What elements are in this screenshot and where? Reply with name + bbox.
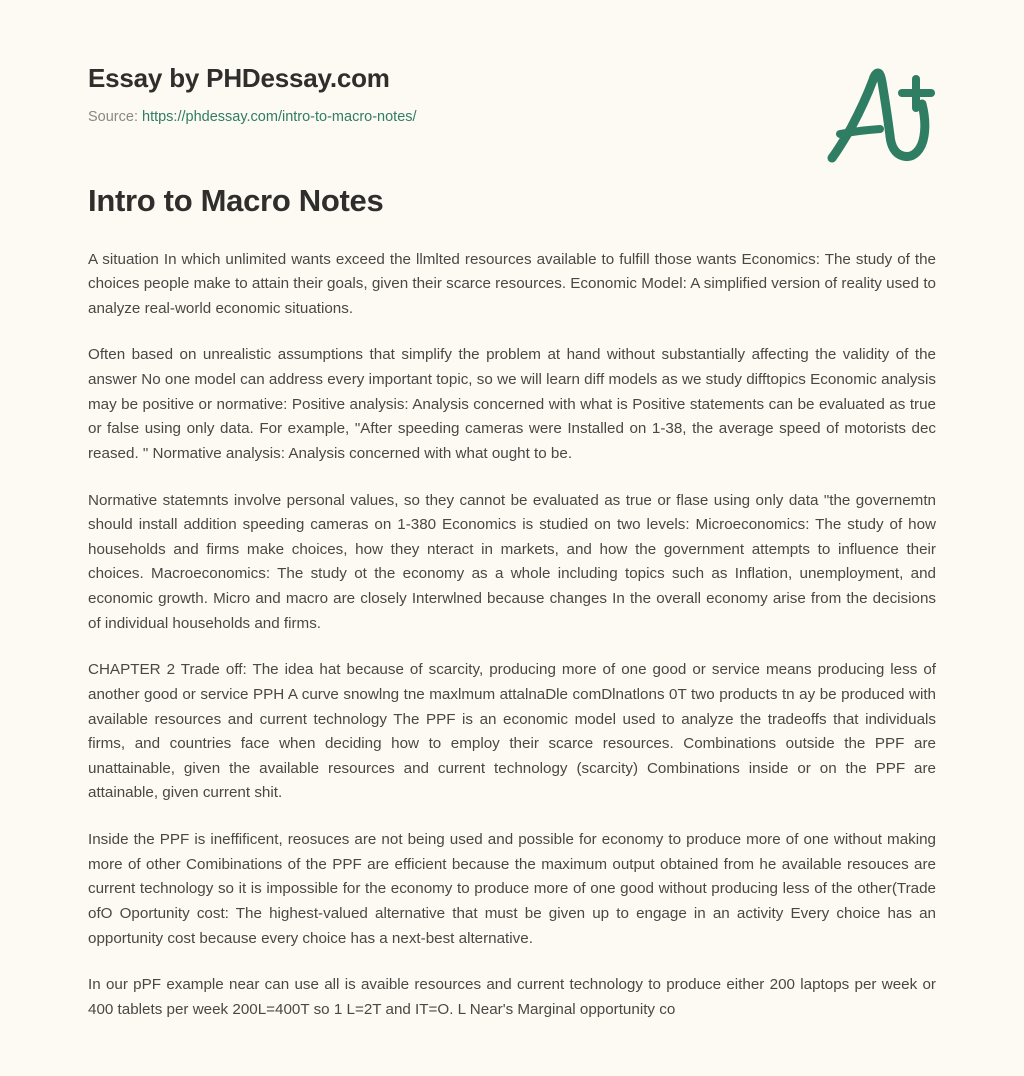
paragraph: A situation In which unlimited wants exceed the llmlted resources available to fulfill those wants Economics: The study of the choices people make to attain their goals, given their scarce resources. Economic Model: A simplified version of reality used to analyze real-world economic situations.: [88, 250, 936, 317]
source-label: Source:: [88, 108, 142, 125]
paragraph: Inside the PPF is ineffificent, reosuces are not being used and possible for economy to produce more of one without making more of other Comibinations of the PPF are efficient because the maximum output obtained from he available resouces are current technology so it is impossible for the economy to produce more of one good without producing less of the other(Trade ofO Oportunity cost: The highest-valued alternative that must be given up to engage in an activity Every choice has an opportunity cost because every choice has a next-best alternative.: [88, 831, 936, 947]
source-url-link[interactable]: https://phdessay.com/intro-to-macro-notes/: [142, 108, 417, 125]
paragraph: In our pPF example near can use all is avaible resources and current technology to produce either 200 laptops per week or 400 tablets per week 200L=400T so 1 L=2T and IT=O. L Near's Marginal opportunity co: [88, 976, 936, 1018]
page-header: [0, 0, 1024, 126]
paragraph: CHAPTER 2 Trade off: The idea hat because of scarcity, producing more of one good or service means producing less of another good or service PPH A curve snowlng tne maxlmum attalnaDle comDlnatlons 0T two products tn ay be produced with available resources and current technology The PPF is an economic model used to analyze the tradeoffs that individuals firms, and countries face when deciding how to employ their scarce resources. Combinations outside the PPF are unattainable, given the available resources and current technology (scarcity) Combinations inside or on the PPF are attainable, given current shit.: [88, 661, 936, 802]
brand-byline: Essay by PHDessay.com: [88, 63, 390, 93]
essay-body: [0, 220, 1024, 1023]
page-title: Intro to Macro Notes: [88, 183, 384, 219]
source-line: [88, 108, 936, 127]
paragraph: Normative statemnts involve personal values, so they cannot be evaluated as true or flase using only data "the governemtn should install addition speeding cameras on 1-380 Economics is studied on two levels: Microeconomics: The study of how households and firms make choices, how they nteract in markets, and how the government attempts to influence their choices. Macroeconomics: The study ot the economy as a whole including topics such as Inflation, unemployment, and economic growth. Micro and macro are closely Interwlned because changes In the overall economy arise from the decisions of individual households and firms.: [88, 491, 936, 632]
paragraph: Often based on unrealistic assumptions that simplify the problem at hand without substantially affecting the validity of the answer No one model can address every important topic, so we will learn diff models as we study difftopics Economic analysis may be positive or normative: Positive analysis: Analysis concerned with what is Positive statements can be evaluated as true or false using only data. For example, "After speeding cameras were Installed on 1-38, the average speed of motorists dec reased. " Normative analysis: Analysis concerned with what ought to be.: [88, 346, 936, 462]
a-plus-logo-icon: [818, 62, 938, 167]
